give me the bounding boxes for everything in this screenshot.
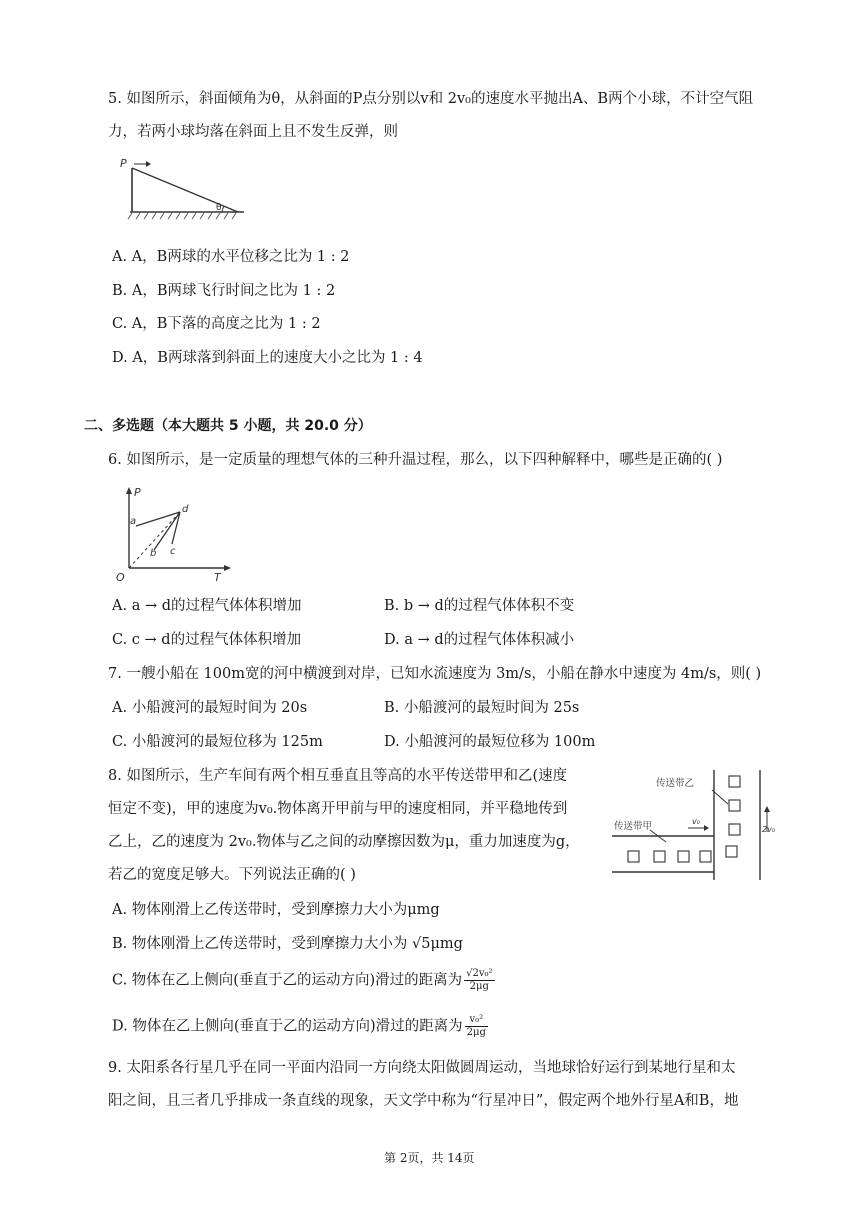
q7-option-a: A. 小船渡河的最短时间为 20s xyxy=(112,700,308,716)
q8-option-d xyxy=(112,1014,488,1039)
q8-conveyor-figure xyxy=(610,766,780,882)
q8-label-v0: v₀ xyxy=(692,817,700,826)
q8-d-denominator: 2μg xyxy=(466,1027,486,1038)
q6-label-d: d xyxy=(182,504,189,515)
q5-stem-line2: 力，若两小球均落在斜面上且不发生反弹，则 xyxy=(108,124,398,140)
q6-option-b: B. b → d的过程气体体积不变 xyxy=(384,598,575,614)
q7-option-b: B. 小船渡河的最短时间为 25s xyxy=(384,700,580,716)
q8-option-c xyxy=(112,968,495,993)
q8-option-d-text: D. 物体在乙上侧向(垂直于乙的运动方向)滑过的距离为 xyxy=(112,1018,463,1035)
q9-stem-line2: 阳之间，且三者几乎排成一条直线的现象，天文学中称为“行星冲日”，假定两个地外行星A和B，地 xyxy=(108,1093,739,1109)
q6-stem: 6. 如图所示，是一定质量的理想气体的三种升温过程，那么，以下四种解释中，哪些是正确的( ) xyxy=(108,452,723,468)
q6-option-a: A. a → d的过程气体体积增加 xyxy=(112,598,302,614)
q5-incline-figure xyxy=(118,152,253,224)
q8-option-d-fraction xyxy=(465,1014,488,1039)
q8-label-2v0: 2v₀ xyxy=(762,825,776,834)
q6-pt-diagram xyxy=(114,484,234,584)
q8-option-b: B. 物体刚滑上乙传送带时，受到摩擦力大小为 √5μmg xyxy=(112,936,463,952)
q5-label-theta: θ xyxy=(216,203,222,213)
q7-stem: 7. 一艘小船在 100m宽的河中横渡到对岸，已知水流速度为 3m/s，小船在静水中速度为 4m/s，则( ) xyxy=(108,666,762,682)
q7-option-c: C. 小船渡河的最短位移为 125m xyxy=(112,734,323,750)
q8-label-belt-b: 传送带乙 xyxy=(656,778,695,789)
q6-label-b: b xyxy=(150,548,157,559)
q8-stem-line2: 恒定不变)，甲的速度为v₀.物体离开甲前与甲的速度相同，并平稳地传到 xyxy=(108,801,568,817)
q6-label-c: c xyxy=(170,546,176,557)
q6-label-t: T xyxy=(214,571,221,584)
q8-stem-line3: 乙上，乙的速度为 2v₀.物体与乙之间的动摩擦因数为μ，重力加速度为g， xyxy=(108,834,580,850)
q5-option-a: A. A，B两球的水平位移之比为 1 : 2 xyxy=(112,249,350,265)
q8-c-numerator: √2v₀² xyxy=(466,968,493,979)
q7-option-d: D. 小船渡河的最短位移为 100m xyxy=(384,734,596,750)
section-heading: 二、多选题（本大题共 5 小题，共 20.0 分） xyxy=(84,418,372,434)
q8-stem-line4: 若乙的宽度足够大。下列说法正确的( ) xyxy=(108,867,356,883)
q5-option-b: B. A，B两球飞行时间之比为 1 : 2 xyxy=(112,283,336,299)
page-footer: 第 2页，共 14页 xyxy=(384,1151,475,1165)
q8-option-a: A. 物体刚滑上乙传送带时，受到摩擦力大小为μmg xyxy=(112,902,440,918)
q6-label-o: O xyxy=(116,571,125,584)
q8-stem-line1: 8. 如图所示，生产车间有两个相互垂直且等高的水平传送带甲和乙(速度 xyxy=(108,768,568,784)
q8-option-c-text: C. 物体在乙上侧向(垂直于乙的运动方向)滑过的距离为 xyxy=(112,972,463,989)
q8-label-belt-a: 传送带甲 xyxy=(614,821,653,832)
q5-option-d: D. A，B两球落到斜面上的速度大小之比为 1 : 4 xyxy=(112,350,423,366)
q6-option-d: D. a → d的过程气体体积减小 xyxy=(384,632,575,648)
q8-d-numerator: v₀² xyxy=(465,1014,488,1027)
q6-label-p: P xyxy=(134,486,141,499)
q6-option-c: C. c → d的过程气体体积增加 xyxy=(112,632,302,648)
q5-stem-line1: 5. 如图所示，斜面倾角为θ，从斜面的P点分别以v和 2v₀的速度水平抛出A、B两个小球，不计空气阻 xyxy=(108,91,754,107)
q8-c-denominator: 2μg xyxy=(469,981,489,992)
q9-stem-line1: 9. 太阳系各行星几乎在同一平面内沿同一方向绕太阳做圆周运动，当地球恰好运行到某地行星和太 xyxy=(108,1060,736,1076)
q6-label-a: a xyxy=(130,516,137,527)
q5-option-c: C. A，B下落的高度之比为 1 : 2 xyxy=(112,316,321,332)
q8-option-c-fraction xyxy=(464,968,494,993)
q5-label-p: P xyxy=(120,157,127,170)
